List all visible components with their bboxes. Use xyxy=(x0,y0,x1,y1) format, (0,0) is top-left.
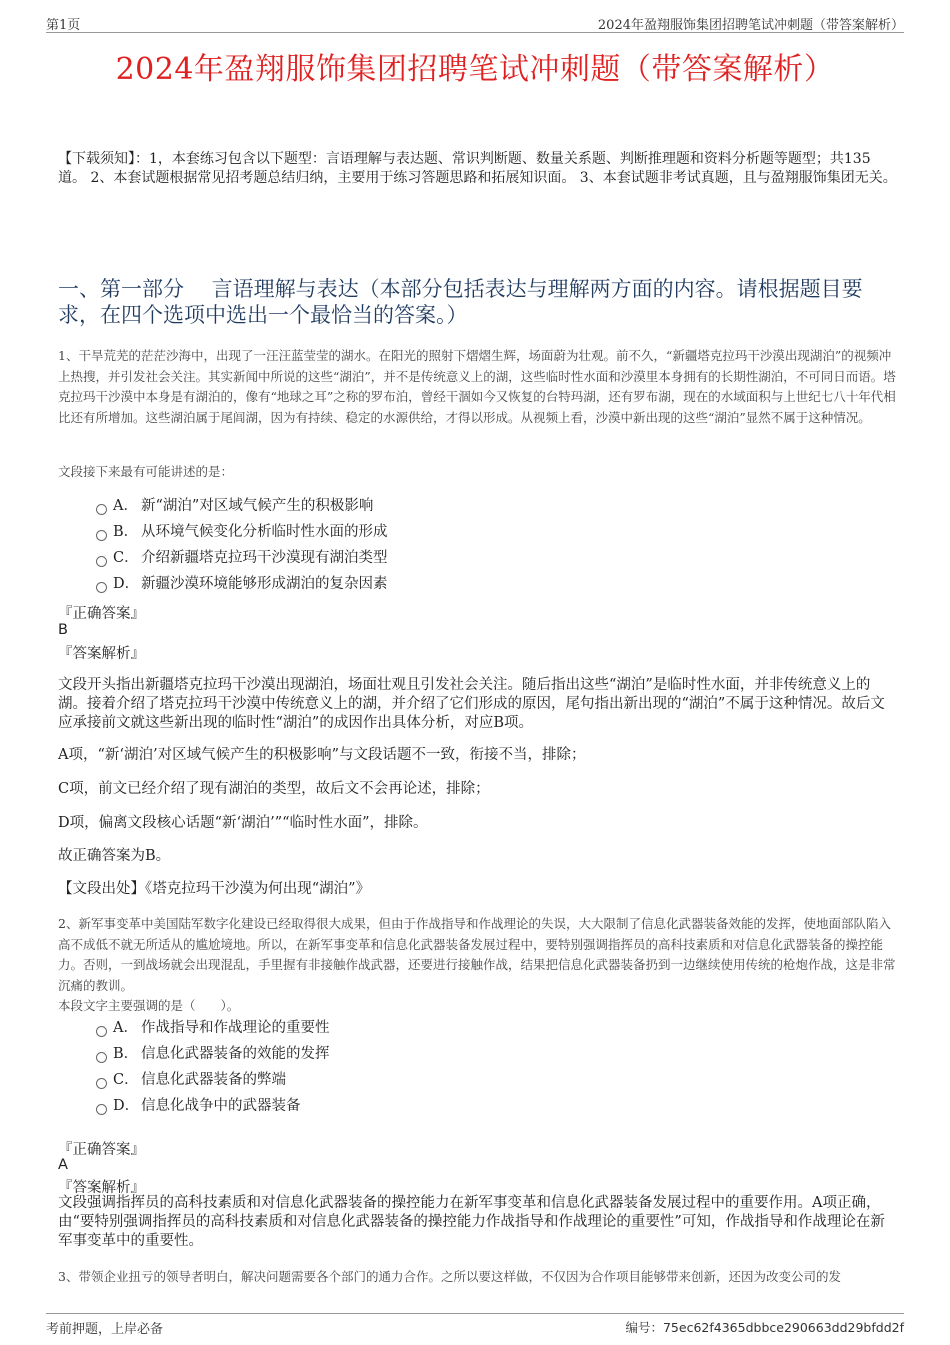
question-1-option-c[interactable]: C． 介绍新疆塔克拉玛干沙漠现有湖泊类型 xyxy=(96,548,388,568)
footer-slogan: 考前押题，上岸必备 xyxy=(46,1322,164,1337)
radio-icon[interactable] xyxy=(96,1104,107,1115)
page-header xyxy=(46,14,904,33)
question-2-stem: 2、新军事变革中美国陆军数字化建设已经取得很大成果，但由于作战指导和作战理论的失误，大大限制了信息化武器装备效能的发挥，使地面部队陷入高不成低不就无所适从的尴尬境地。所以，在新军事变革和信息化武器装备发展过程中，要特别强调指挥员的高科技素质和对信息化武器装备的操控能力。否则，一到战场就会出现混乱，手里握有非接触作战武器，还要进行接触作战，结果把信息化武器装备扔到一边继续使用传统的枪炮作战，这是非常沉痛的教训。 xyxy=(58,916,896,993)
radio-icon[interactable] xyxy=(96,1078,107,1089)
radio-icon[interactable] xyxy=(96,582,107,593)
question-1-analysis-d: D项，偏离文段核心话题“新‘湖泊’”“临时性水面”，排除。 xyxy=(58,815,428,831)
question-2-option-d[interactable]: D． 信息化战争中的武器装备 xyxy=(96,1096,301,1116)
radio-icon[interactable] xyxy=(96,1026,107,1037)
question-1-option-b[interactable]: B． 从环境气候变化分析临时性水面的形成 xyxy=(96,522,388,542)
radio-icon[interactable] xyxy=(96,556,107,567)
section-title: 一、第一部分 言语理解与表达（本部分包括表达与理解两方面的内容。请根据题目要求，在四个选项中选出一个最恰当的答案。） xyxy=(58,277,863,327)
page-number: 第1页 xyxy=(46,18,81,33)
question-1-option-d[interactable]: D． 新疆沙漠环境能够形成湖泊的复杂因素 xyxy=(96,574,388,594)
question-1-option-a[interactable]: A． 新“湖泊”对区域气候产生的积极影响 xyxy=(96,496,373,516)
question-1-analysis-main: 文段开头指出新疆塔克拉玛干沙漠出现湖泊，场面壮观且引发社会关注。随后指出这些“湖泊”是临时性水面，并非传统意义上的湖。接着介绍了塔克拉玛干沙漠中传统意义上的湖，并介绍了它们形成的原因，尾句指出新出现的“湖泊”不属于这种情况。故后文应承接前文就这些新出现的临时性“湖泊”的成因作出具体分析，对应B项。 xyxy=(58,677,885,731)
radio-icon[interactable] xyxy=(96,1052,107,1063)
question-1-stem: 1、干旱荒芜的茫茫沙海中，出现了一汪汪蓝莹莹的湖水。在阳光的照射下熠熠生辉，场面蔚为壮观。前不久，“新疆塔克拉玛干沙漠出现湖泊”的视频冲上热搜，并引发社会关注。其实新闻中所说的这些“湖泊”，并不是传统意义上的湖，这些临时性水面和沙漠里本身拥有的长期性湖泊，不可同日而语。塔克拉玛干沙漠中本身是有湖泊的，像有“地球之耳”之称的罗布泊，曾经干涸如今又恢复的台特玛湖，还有罗布湖，现在的水域面积与上世纪七八十年代相比还有所增加。这些湖泊属于尾闾湖，因为有持续、稳定的水源供给，才得以形成。从视频上看，沙漠中新出现的这些“湖泊”显然不属于这种情况。 xyxy=(58,348,896,425)
footer-code-value: 75ec62f4365dbbce290663dd29bfdd2f xyxy=(662,1320,904,1335)
question-1-source: 【文段出处】《塔克拉玛干沙漠为何出现“湖泊”》 xyxy=(58,881,371,897)
question-1-analysis-a: A项，“新‘湖泊’对区域气候产生的积极影响”与文段话题不一致，衔接不当，排除； xyxy=(58,747,586,763)
question-1-answer: B xyxy=(58,622,68,638)
question-2-answer: A xyxy=(58,1157,68,1173)
question-3-stem: 3、带领企业扭亏的领导者明白，解决问题需要各个部门的通力合作。之所以要这样做，不仅因为合作项目能够带来创新，还因为改变公司的发 xyxy=(58,1269,841,1284)
header-doc-title: 2024年盈翔服饰集团招聘笔试冲刺题（带答案解析） xyxy=(597,18,904,33)
question-1-analysis-label: 『答案解析』 xyxy=(58,646,145,662)
radio-icon[interactable] xyxy=(96,530,107,541)
question-2-option-c[interactable]: C． 信息化武器装备的弊端 xyxy=(96,1070,286,1090)
question-1-conclusion: 故正确答案为B。 xyxy=(58,848,171,864)
footer-code xyxy=(625,1318,904,1336)
question-2-option-b[interactable]: B． 信息化武器装备的效能的发挥 xyxy=(96,1044,330,1064)
document-title: 2024年盈翔服饰集团招聘笔试冲刺题（带答案解析） xyxy=(115,52,835,87)
question-2-analysis-label: 『答案解析』 xyxy=(58,1180,145,1196)
page-footer xyxy=(46,1313,904,1337)
question-2-analysis: 文段强调指挥员的高科技素质和对信息化武器装备的操控能力在新军事变革和信息化武器装备发展过程中的重要作用。A项正确，由“要特别强调指挥员的高科技素质和对信息化武器装备的操控能力作战指导和作战理论的重要性”可知，作战指导和作战理论在新军事变革中的重要性。 xyxy=(58,1195,885,1249)
question-1-prompt: 文段接下来最有可能讲述的是： xyxy=(58,464,234,479)
question-2-answer-label: 『正确答案』 xyxy=(58,1142,145,1158)
footer-code-label: 编号： xyxy=(625,1320,663,1335)
radio-icon[interactable] xyxy=(96,504,107,515)
question-2-option-a[interactable]: A． 作战指导和作战理论的重要性 xyxy=(96,1018,330,1038)
question-1-analysis-c: C项，前文已经介绍了现有湖泊的类型，故后文不会再论述，排除； xyxy=(58,781,490,797)
download-notice: 【下载须知】：1，本套练习包含以下题型：言语理解与表达题、常识判断题、数量关系题、判断推理题和资料分析题等题型；共135道。 2、本套试题根据常见招考题总结归纳，主要用于练习答题思路和拓展知识面。 3、本套试题非考试真题，且与盈翔服饰集团无关。 xyxy=(58,151,897,186)
question-2-prompt: 本段文字主要强调的是（ ）。 xyxy=(58,998,240,1013)
question-1-answer-label: 『正确答案』 xyxy=(58,606,145,622)
